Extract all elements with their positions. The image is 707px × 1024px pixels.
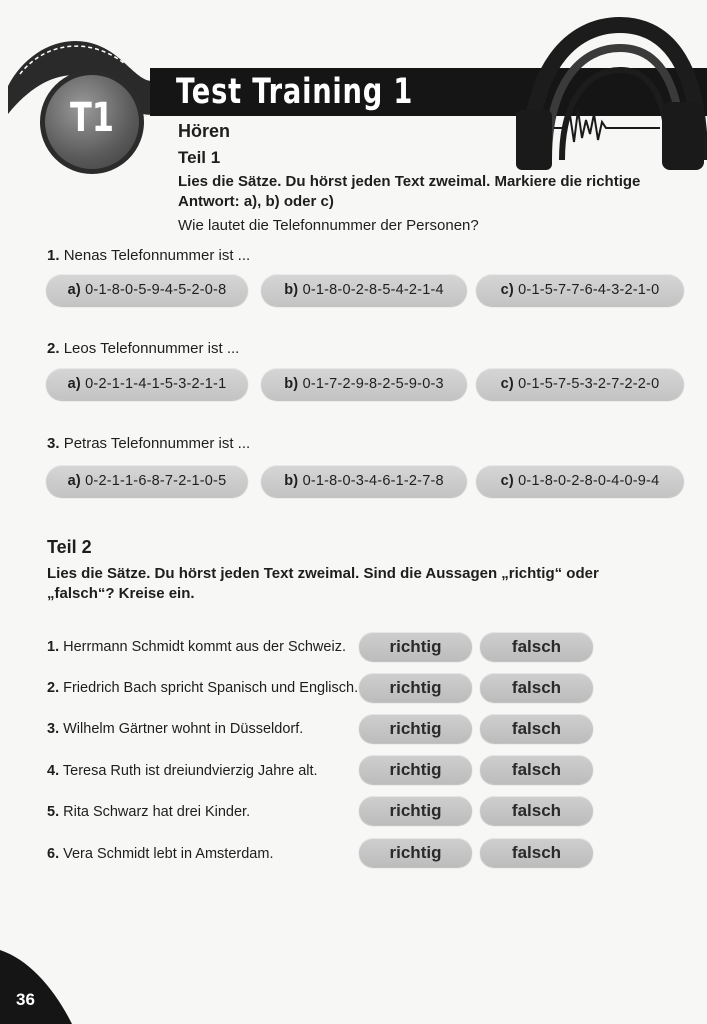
teil1-item-1-option-c[interactable] [476,274,684,306]
teil2-heading: Teil 2 [47,537,92,557]
teil2-item-5-label [47,804,250,820]
option-value: 0-2-1-1-4-1-5-3-2-1-1 [85,376,227,392]
teil2-item-6-label [47,846,273,862]
item-number: 2. [47,680,60,696]
item-number: 3. [47,721,60,737]
item-text: Herrmann Schmidt kommt aus der Schweiz. [63,639,346,655]
teil1-item-2-option-a[interactable] [46,368,248,400]
teil1-heading: Teil 1 [178,148,221,167]
item-text: Vera Schmidt lebt in Amsterdam. [63,846,274,862]
item-number: 5. [47,804,60,820]
teil2-item-5-falsch[interactable]: falsch [480,796,593,825]
option-letter: c) [500,376,514,392]
option-value: 0-1-5-7-7-6-4-3-2-1-0 [518,282,660,298]
item-text: Leos Telefonnummer ist ... [63,340,240,357]
headphones-icon [510,10,707,175]
page-title: Test Training 1 [176,72,414,112]
option-value: 0-1-8-0-2-8-0-4-0-9-4 [518,473,660,489]
teil2-item-1-richtig[interactable]: richtig [359,632,472,661]
teil2-item-2-richtig[interactable]: richtig [359,673,472,702]
teil2-item-1-label [47,639,346,655]
teil1-item-2-option-c[interactable] [476,368,684,400]
option-letter: c) [500,473,514,489]
item-number: 1. [47,247,60,264]
page-corner-shape [0,950,80,1024]
item-number: 2. [47,340,60,357]
teil2-item-2-label [47,680,358,696]
teil2-item-3-falsch[interactable]: falsch [480,714,593,743]
item-text: Rita Schwarz hat drei Kinder. [63,804,251,820]
item-text: Teresa Ruth ist dreiundvierzig Jahre alt. [62,763,318,779]
item-text: Friedrich Bach spricht Spanisch und Englisch. [63,680,359,696]
teil1-item-3-option-b[interactable] [261,465,467,497]
teil1-item-3-option-a[interactable] [46,465,248,497]
item-text: Petras Telefonnummer ist ... [63,435,251,452]
teil1-question: Wie lautet die Telefonnummer der Personen? [178,217,479,234]
teil2-item-1-falsch[interactable]: falsch [480,632,593,661]
item-text: Wilhelm Gärtner wohnt in Düsseldorf. [63,721,304,737]
option-value: 0-1-8-0-2-8-5-4-2-1-4 [302,282,444,298]
teil2-item-3-richtig[interactable]: richtig [359,714,472,743]
teil2-item-4-richtig[interactable]: richtig [359,755,472,784]
teil2-item-6-richtig[interactable]: richtig [359,838,472,867]
option-letter: a) [67,376,81,392]
teil2-item-6-falsch[interactable]: falsch [480,838,593,867]
option-value: 0-2-1-1-6-8-7-2-1-0-5 [85,473,227,489]
item-number: 3. [47,435,60,452]
option-value: 0-1-8-0-5-9-4-5-2-0-8 [85,282,227,298]
teil2-item-4-falsch[interactable]: falsch [480,755,593,784]
option-letter: a) [67,282,81,298]
teil1-item-1-label [47,247,250,264]
option-letter: a) [67,473,81,489]
option-value: 0-1-7-2-9-8-2-5-9-0-3 [302,376,444,392]
teil1-item-3-option-c[interactable] [476,465,684,497]
item-number: 6. [47,846,60,862]
teil2-item-3-label [47,721,303,737]
teil1-item-3-label [47,435,250,452]
t1-badge-label: T1 [69,95,115,141]
option-value: 0-1-8-0-3-4-6-1-2-7-8 [302,473,444,489]
teil1-instruction: Lies die Sätze. Du hörst jeden Text zweimal. Markiere die richtige Antwort: a), b) oder c) [178,173,641,210]
teil1-item-2-label [47,340,239,357]
option-letter: b) [284,282,299,298]
teil1-item-1-option-a[interactable] [46,274,248,306]
item-number: 1. [47,639,60,655]
option-value: 0-1-5-7-5-3-2-7-2-2-0 [518,376,660,392]
teil1-item-2-option-b[interactable] [261,368,467,400]
option-letter: c) [500,282,514,298]
teil2-item-5-richtig[interactable]: richtig [359,796,472,825]
item-text: Nenas Telefonnummer ist ... [63,247,251,264]
teil2-item-4-label [47,763,318,779]
teil2-item-2-falsch[interactable]: falsch [480,673,593,702]
section-title: Hören [178,121,231,141]
teil1-item-1-option-b[interactable] [261,274,467,306]
item-number: 4. [47,763,60,779]
teil2-instruction: Lies die Sätze. Du hörst jeden Text zweimal. Sind die Aussagen „richtig“ oder „falsch“? Kreise ein. [47,565,599,602]
option-letter: b) [284,376,299,392]
page-number: 36 [16,990,35,1009]
option-letter: b) [284,473,299,489]
